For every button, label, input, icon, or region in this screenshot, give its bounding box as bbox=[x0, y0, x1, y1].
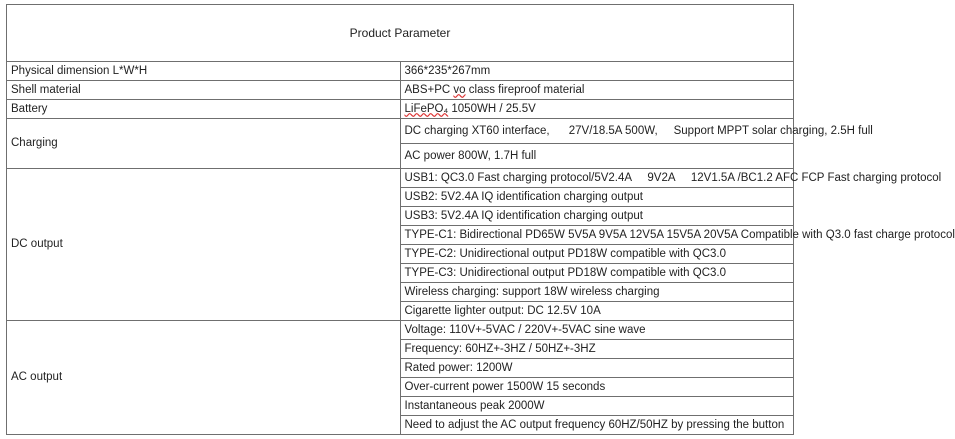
ac-output-line: Over-current power 1500W 15 seconds bbox=[400, 378, 794, 397]
shell-material-value bbox=[400, 81, 794, 100]
battery-label: Battery bbox=[7, 100, 401, 119]
table-row bbox=[7, 81, 794, 100]
battery-value bbox=[400, 100, 794, 119]
product-parameter-table bbox=[6, 4, 955, 435]
ac-output-line: Frequency: 60HZ+-3HZ / 50HZ+-3HZ bbox=[400, 340, 794, 359]
battery-capacity: 1050WH / 25.5V bbox=[448, 102, 536, 115]
dc-output-line: TYPE-C2: Unidirectional output PD18W compatible with QC3.0 bbox=[400, 245, 794, 264]
table-row bbox=[7, 321, 794, 340]
dc-output-line: USB1: QC3.0 Fast charging protocol/5V2.4A 9V2A 12V1.5A /BC1.2 AFC FCP Fast charging protocol bbox=[400, 169, 794, 188]
shell-material-prefix: ABS+PC bbox=[404, 83, 454, 96]
charging-line: AC power 800W, 1.7H full bbox=[400, 144, 794, 169]
dc-output-line: Wireless charging: support 18W wireless charging bbox=[400, 283, 794, 302]
shell-material-label: Shell material bbox=[7, 81, 401, 100]
ac-output-line: Rated power: 1200W bbox=[400, 359, 794, 378]
dc-output-line: Cigarette lighter output: DC 12.5V 10A bbox=[400, 302, 794, 321]
dc-output-label: DC output bbox=[7, 169, 401, 321]
shell-material-suffix: class fireproof material bbox=[465, 83, 585, 96]
ac-output-line: Need to adjust the AC output frequency 60HZ/50HZ by pressing the button bbox=[400, 416, 794, 435]
table-row bbox=[7, 119, 794, 144]
table-title: Product Parameter bbox=[7, 5, 794, 62]
ac-output-label: AC output bbox=[7, 321, 401, 435]
table-row bbox=[7, 100, 794, 119]
physical-dimension-label: Physical dimension L*W*H bbox=[7, 62, 401, 81]
battery-chemistry: LiFePO₄ bbox=[404, 102, 449, 115]
shell-material-flagged-word: vo bbox=[453, 83, 466, 96]
physical-dimension-value: 366*235*267mm bbox=[400, 62, 794, 81]
dc-output-line: USB2: 5V2.4A IQ identification charging output bbox=[400, 188, 794, 207]
table-row bbox=[7, 62, 794, 81]
spec-table-wrapper bbox=[6, 4, 955, 435]
ac-output-line: Instantaneous peak 2000W bbox=[400, 397, 794, 416]
dc-output-line: TYPE-C1: Bidirectional PD65W 5V5A 9V5A 12V5A 15V5A 20V5A Compatible with Q3.0 fast charge protocol bbox=[400, 226, 794, 245]
dc-output-line: TYPE-C3: Unidirectional output PD18W compatible with QC3.0 bbox=[400, 264, 794, 283]
table-row bbox=[7, 169, 794, 188]
table-title-row bbox=[7, 5, 794, 62]
charging-label: Charging bbox=[7, 119, 401, 169]
ac-output-line: Voltage: 110V+-5VAC / 220V+-5VAC sine wave bbox=[400, 321, 794, 340]
dc-output-line: USB3: 5V2.4A IQ identification charging output bbox=[400, 207, 794, 226]
charging-line: DC charging XT60 interface, 27V/18.5A 500W, Support MPPT solar charging, 2.5H full bbox=[400, 119, 794, 144]
